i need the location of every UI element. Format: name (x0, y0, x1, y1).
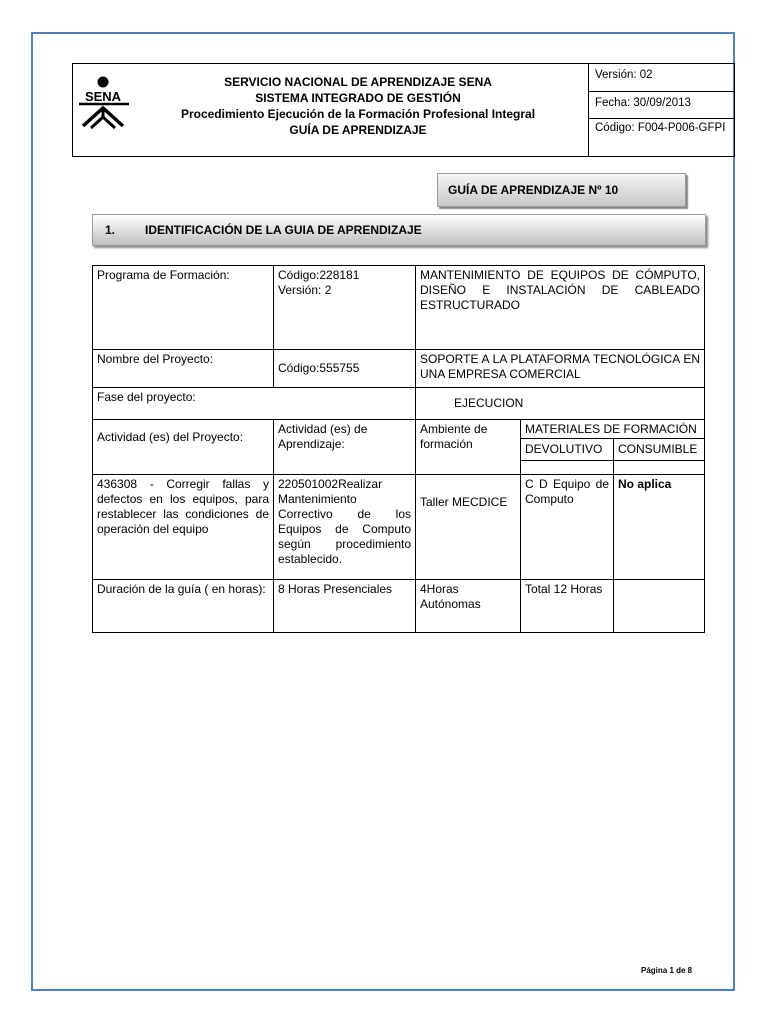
consumible-valor: No aplica (613, 474, 705, 580)
horas-presenciales: 8 Horas Presenciales (273, 579, 416, 633)
devolutivo-valor: C D Equipo de Computo (520, 474, 614, 580)
horas-total: Total 12 Horas (520, 579, 614, 633)
date-cell: Fecha: 30/09/2013 (589, 92, 734, 119)
col-actividad-proyecto: Actividad (es) del Proyecto: (92, 419, 274, 475)
spacer-consumible (613, 460, 705, 475)
section-title: IDENTIFICACIÓN DE LA GUIA DE APRENDIZAJE (145, 223, 422, 237)
proyecto-label: Nombre del Proyecto: (92, 349, 274, 388)
code-cell: Código: F004-P006-GFPI (595, 122, 726, 134)
fase-label: Fase del proyecto: (92, 387, 416, 420)
actividad-aprendizaje: 220501002Realizar Mantenimiento Correctivo de los Equipos de Computo según procedimiento establecido. (273, 474, 416, 580)
identification-table (92, 265, 705, 633)
programa-codigo: Código:228181 (278, 268, 360, 282)
header-titles (133, 74, 583, 138)
programa-codigo-cell (273, 265, 416, 350)
duracion-label: Duración de la guía ( en horas): (92, 579, 274, 633)
programa-nombre: MANTENIMIENTO DE EQUIPOS DE CÓMPUTO, DISEÑO E INSTALACIÓN DE CABLEADO ESTRUCTURADO (415, 265, 705, 350)
col-ambiente: Ambiente de formación (415, 419, 521, 475)
duracion-empty (613, 579, 705, 633)
fase-valor: EJECUCION (415, 387, 705, 420)
system-name: SISTEMA INTEGRADO DE GESTIÓN (255, 91, 461, 105)
proyecto-nombre: SOPORTE A LA PLATAFORMA TECNOLÓGICA EN UNA EMPRESA COMERCIAL (415, 349, 705, 388)
org-name: SERVICIO NACIONAL DE APRENDIZAJE SENA (224, 75, 492, 89)
programa-label: Programa de Formación: (92, 265, 274, 350)
proyecto-codigo: Código:555755 (273, 349, 416, 388)
col-consumible: CONSUMIBLE (613, 438, 705, 461)
programa-version: Versión: 2 (278, 283, 332, 297)
section-number: 1. (105, 223, 116, 237)
page-number: Página 1 de 8 (641, 966, 693, 975)
logo-text: SENA (84, 89, 122, 104)
col-materiales: MATERIALES DE FORMACIÓN (520, 419, 705, 439)
header-title-cell (73, 64, 589, 156)
horas-autonomas: 4Horas Autónomas (415, 579, 521, 633)
actividad-proyecto: 436308 - Corregir fallas y defectos en los equipos, para restablecer las condiciones de operación del equipo (92, 474, 274, 580)
ambiente-valor: Taller MECDICE (415, 474, 521, 580)
procedure-name: Procedimiento Ejecución de la Formación Profesional Integral (180, 107, 536, 121)
document-header (72, 63, 735, 157)
col-actividad-aprendizaje: Actividad (es) de Aprendizaje: (273, 419, 416, 475)
guide-number-box: GUÍA DE APRENDIZAJE Nº 10 (437, 173, 686, 207)
col-devolutivo: DEVOLUTIVO (520, 438, 614, 461)
spacer-devolutivo (520, 460, 614, 475)
doc-type: GUÍA DE APRENDIZAJE (289, 123, 427, 137)
version-cell: Versión: 02 (589, 64, 734, 92)
section-heading (92, 214, 706, 246)
header-meta (589, 64, 734, 156)
sena-logo-icon (77, 74, 133, 140)
